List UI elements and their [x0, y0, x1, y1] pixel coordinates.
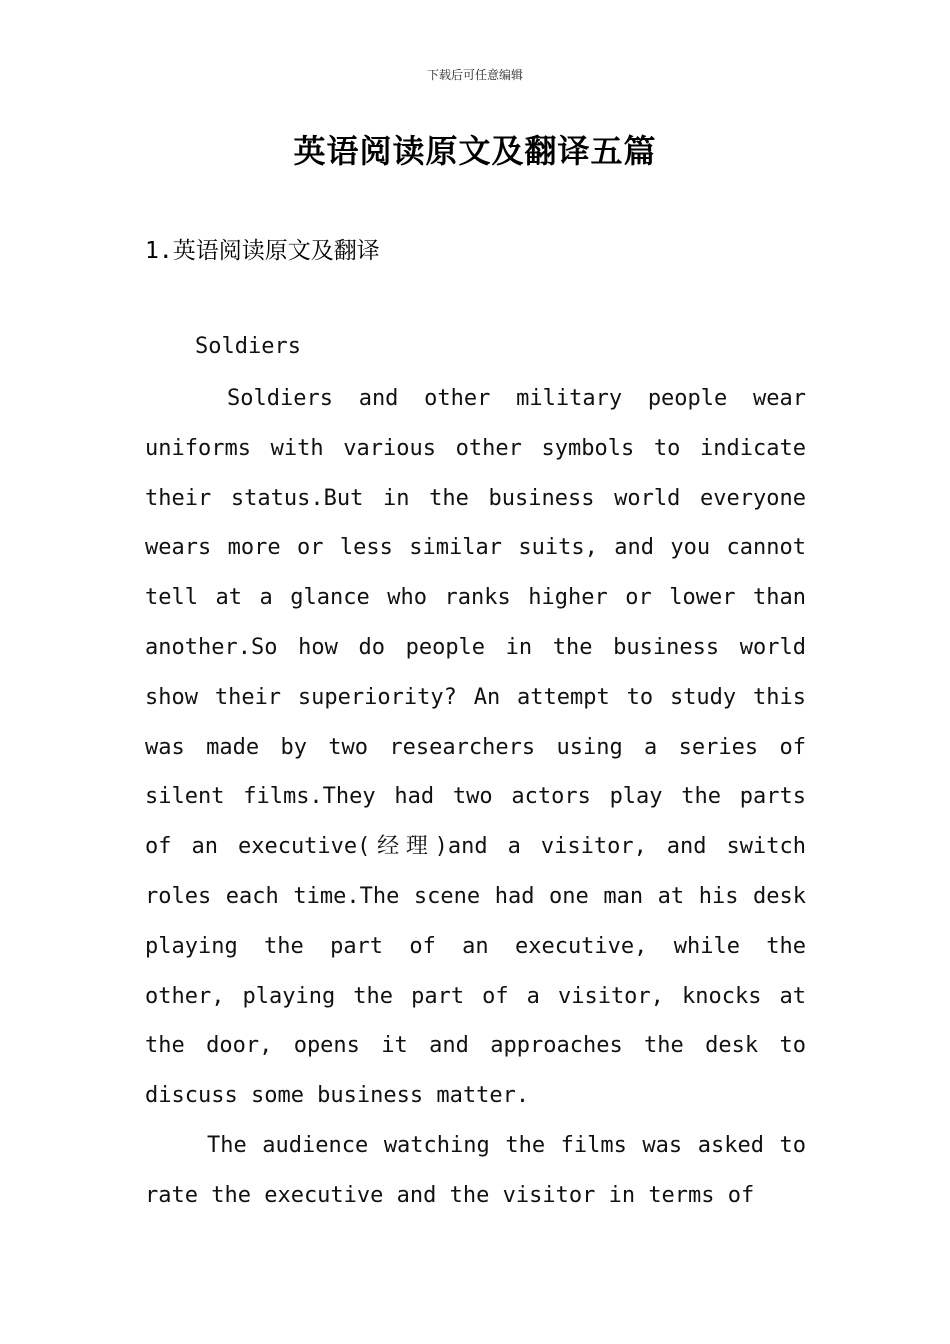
body-paragraph-1: Soldiers and other military people wear uniforms with various other symbols to indicate their status.But in the business world everyone wears more or less similar suits, and you cannot tell at a glance who ranks higher or lower than another.So how do people in the business world show their superiority? An attempt to study this was made by two researchers using a series of silent films.They had two actors play the parts of an executive(经理)and a visitor, and switch roles each time.The scene had one man at his desk playing the part of an executive, while the other, playing the part of a visitor, knocks at the door, opens it and approaches the desk to discuss some business matter. [145, 386, 806, 1109]
section-heading: 1.英语阅读原文及翻译 [145, 238, 380, 264]
page-header-note: 下载后可任意编辑 [426, 68, 523, 82]
article-title: Soldiers [195, 334, 301, 359]
document-title: 英语阅读原文及翻译五篇 [293, 132, 657, 170]
body-paragraph-2: The audience watching the films was asked to rate the executive and the visitor in terms of [145, 1133, 806, 1208]
